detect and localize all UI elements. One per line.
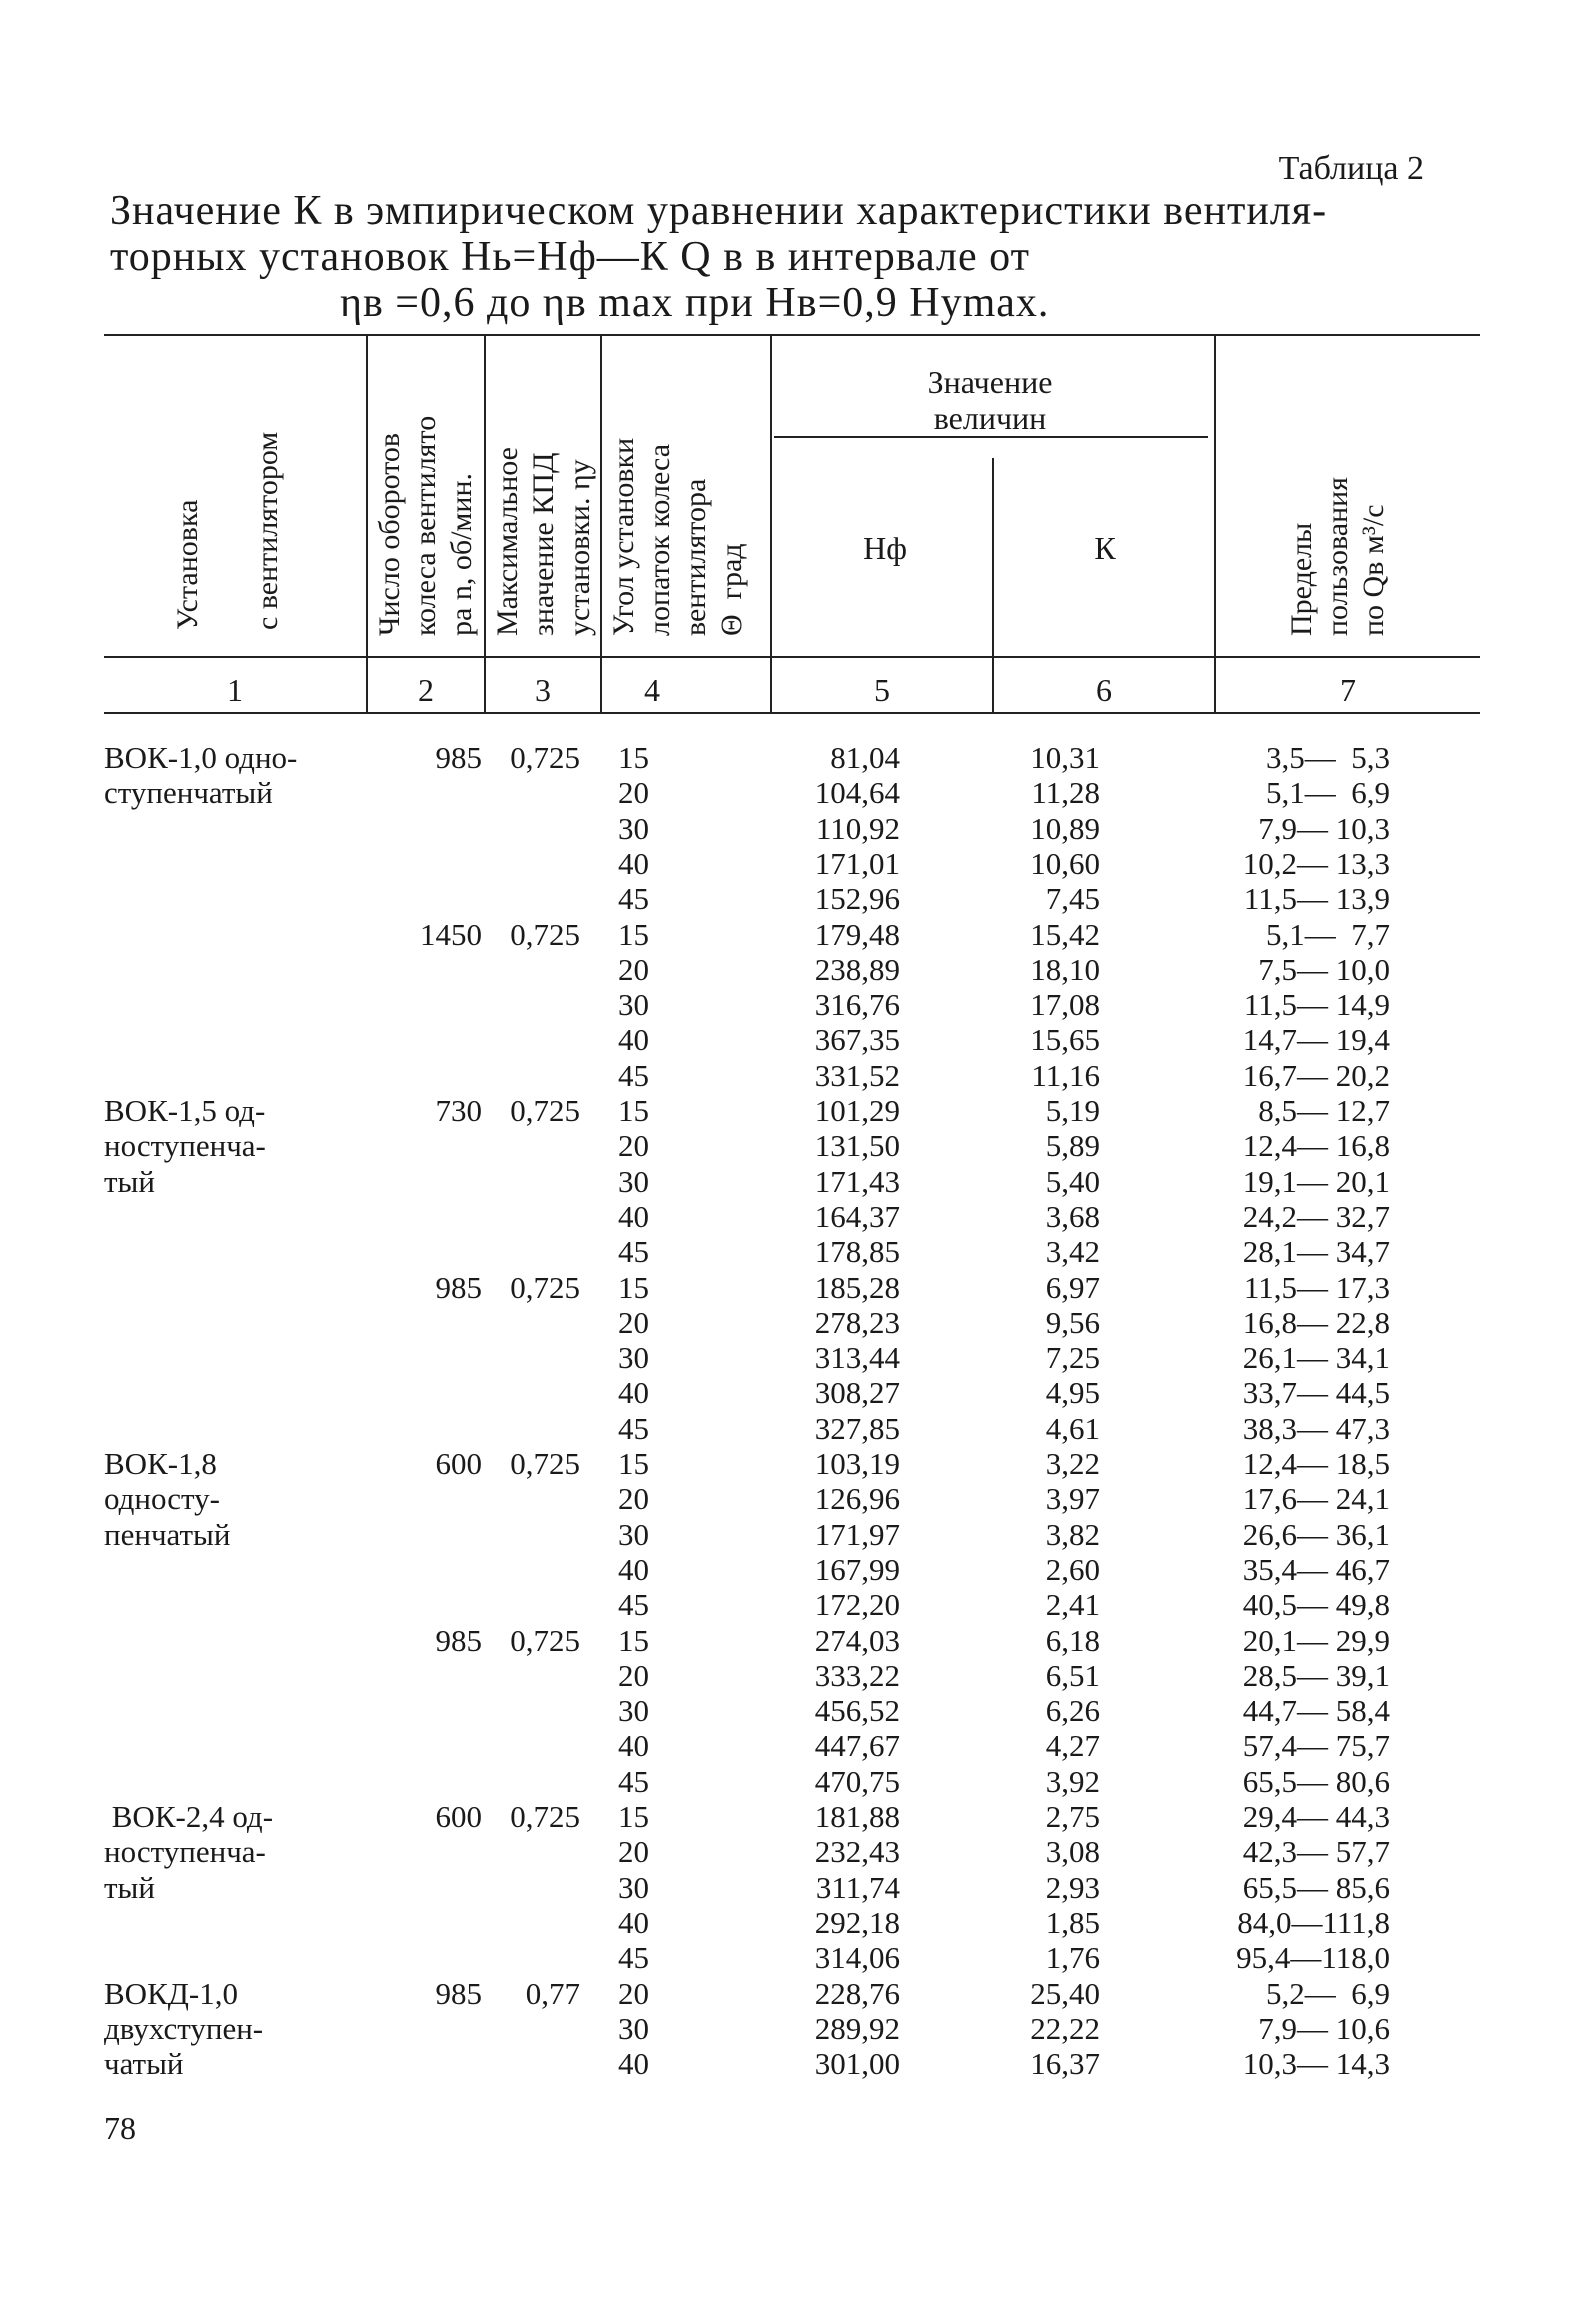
table-row	[0, 1728, 1594, 1763]
cell-rpm: 600	[435, 1446, 482, 1481]
colnum-bottom-rule	[104, 712, 1480, 714]
cell-angle: 15	[618, 916, 649, 952]
cell-k-value: 1,85	[1045, 1904, 1100, 1940]
cell-hf-value: 101,29	[814, 1093, 900, 1128]
title-line-2: торных установок Нь=Нф—К Q в в интервале от	[110, 234, 1030, 280]
cell-installation: ноступенча-	[104, 1128, 266, 1164]
cell-hf-value: 179,48	[814, 916, 900, 952]
table-row	[0, 1658, 1594, 1693]
cell-k-value: 1,76	[1045, 1940, 1100, 1976]
table-row	[0, 846, 1594, 881]
cell-usage-range: 29,4— 44,3	[1242, 1799, 1390, 1834]
cell-k-value: 2,75	[1045, 1799, 1100, 1834]
cell-angle: 30	[618, 1516, 649, 1552]
col-number-1: 1	[227, 672, 243, 708]
table-row	[0, 1764, 1594, 1799]
cell-k-value: 2,41	[1045, 1587, 1100, 1623]
cell-usage-range: 24,2— 32,7	[1242, 1198, 1390, 1234]
cell-hf-value: 447,67	[814, 1728, 900, 1764]
cell-hf-value: 238,89	[814, 951, 900, 987]
cell-usage-range: 11,5— 14,9	[1243, 987, 1390, 1023]
cell-hf-value: 232,43	[814, 1834, 900, 1870]
cell-k-value: 25,40	[1030, 1975, 1100, 2011]
table-row	[0, 1164, 1594, 1199]
cell-efficiency: 0,725	[510, 1093, 580, 1128]
cell-hf-value: 181,88	[814, 1799, 900, 1834]
col-number-2: 2	[418, 672, 434, 708]
table-row	[0, 740, 1594, 775]
table-row	[0, 1834, 1594, 1869]
cell-hf-value: 314,06	[814, 1940, 900, 1976]
cell-hf-value: 456,52	[814, 1693, 900, 1729]
cell-installation: двухступен-	[104, 2010, 264, 2046]
cell-angle: 15	[618, 1622, 649, 1658]
table-row	[0, 811, 1594, 846]
cell-installation: ВОК-1,8	[104, 1446, 217, 1481]
table-row	[0, 881, 1594, 916]
header-blade-angle: Угол установки лопаток колеса вентилятора Θ град	[607, 437, 748, 636]
table-row	[0, 1022, 1594, 1057]
cell-installation: ступенчатый	[104, 775, 273, 811]
cell-angle: 40	[618, 1904, 649, 1940]
cell-angle: 15	[618, 1799, 649, 1834]
table-row	[0, 1481, 1594, 1516]
cell-k-value: 3,97	[1045, 1481, 1100, 1517]
cell-angle: 45	[618, 1057, 649, 1093]
cell-installation: ВОКД-1,0	[104, 1975, 238, 2011]
cell-usage-range: 35,4— 46,7	[1242, 1551, 1390, 1587]
header-rpm: Число оборотов колеса вентилято ра n, об/мин.	[373, 415, 478, 636]
cell-hf-value: 172,20	[814, 1587, 900, 1623]
cell-efficiency: 0,725	[510, 916, 580, 952]
cell-hf-value: 367,35	[814, 1022, 900, 1058]
col-divider-6	[1214, 336, 1216, 712]
cell-angle: 20	[618, 1834, 649, 1870]
cell-angle: 40	[618, 845, 649, 881]
table-top-rule	[104, 334, 1480, 336]
cell-usage-range: 17,6— 24,1	[1242, 1481, 1390, 1517]
cell-usage-range: 14,7— 19,4	[1242, 1022, 1390, 1058]
cell-hf-value: 308,27	[814, 1375, 900, 1411]
cell-usage-range: 11,5— 13,9	[1243, 881, 1390, 917]
cell-rpm: 985	[435, 1622, 482, 1658]
cell-usage-range: 40,5— 49,8	[1242, 1587, 1390, 1623]
cell-angle: 45	[618, 1940, 649, 1976]
cell-k-value: 11,16	[1031, 1057, 1100, 1093]
cell-rpm: 985	[435, 740, 482, 775]
table-row	[0, 1799, 1594, 1834]
table-row	[0, 2011, 1594, 2046]
header-values-group: Значение величин	[927, 364, 1053, 436]
col-divider-4	[770, 336, 772, 712]
cell-k-value: 5,40	[1045, 1163, 1100, 1199]
cell-k-value: 11,28	[1031, 775, 1100, 811]
cell-k-value: 6,51	[1045, 1657, 1100, 1693]
cell-efficiency: 0,725	[510, 1799, 580, 1834]
cell-hf-value: 167,99	[814, 1551, 900, 1587]
cell-hf-value: 289,92	[814, 2010, 900, 2046]
cell-k-value: 6,18	[1045, 1622, 1100, 1658]
cell-hf-value: 311,74	[815, 1869, 900, 1905]
cell-usage-range: 12,4— 16,8	[1242, 1128, 1390, 1164]
cell-usage-range: 38,3— 47,3	[1242, 1410, 1390, 1446]
cell-installation: односту-	[104, 1481, 220, 1517]
cell-angle: 30	[618, 1693, 649, 1729]
cell-usage-range: 5,1— 6,9	[1266, 775, 1390, 811]
cell-usage-range: 5,1— 7,7	[1266, 916, 1390, 952]
cell-k-value: 4,61	[1045, 1410, 1100, 1446]
cell-hf-value: 103,19	[814, 1446, 900, 1481]
cell-usage-range: 28,1— 34,7	[1242, 1234, 1390, 1270]
table-row	[0, 1870, 1594, 1905]
table-row	[0, 1693, 1594, 1728]
table-row	[0, 1305, 1594, 1340]
cell-hf-value: 171,43	[814, 1163, 900, 1199]
cell-usage-range: 8,5— 12,7	[1258, 1093, 1390, 1128]
cell-angle: 30	[618, 1163, 649, 1199]
header-bottom-rule	[104, 656, 1480, 658]
cell-usage-range: 84,0—111,8	[1237, 1904, 1390, 1940]
cell-installation: чатый	[104, 2046, 184, 2082]
cell-usage-range: 57,4— 75,7	[1242, 1728, 1390, 1764]
header-usage-limits: Пределы пользования по Qв м³/с	[1285, 477, 1390, 636]
table-row	[0, 1058, 1594, 1093]
cell-k-value: 18,10	[1030, 951, 1100, 987]
cell-hf-value: 110,92	[815, 810, 900, 846]
cell-usage-range: 65,5— 85,6	[1242, 1869, 1390, 1905]
cell-efficiency: 0,725	[510, 1446, 580, 1481]
cell-angle: 40	[618, 1022, 649, 1058]
cell-efficiency: 0,77	[525, 1975, 580, 2011]
header-installation: Установка	[171, 499, 204, 630]
table-row	[0, 1940, 1594, 1975]
cell-k-value: 5,89	[1045, 1128, 1100, 1164]
table-row	[0, 1976, 1594, 2011]
cell-angle: 20	[618, 1304, 649, 1340]
cell-k-value: 10,31	[1030, 740, 1100, 775]
cell-usage-range: 16,8— 22,8	[1242, 1304, 1390, 1340]
cell-efficiency: 0,725	[510, 1622, 580, 1658]
cell-hf-value: 185,28	[814, 1269, 900, 1305]
table-row	[0, 1340, 1594, 1375]
header-k: К	[1094, 530, 1116, 566]
cell-installation: ВОК-1,0 одно-	[104, 740, 298, 775]
cell-k-value: 7,25	[1045, 1340, 1100, 1376]
cell-k-value: 17,08	[1030, 987, 1100, 1023]
cell-k-value: 6,97	[1045, 1269, 1100, 1305]
cell-rpm: 600	[435, 1799, 482, 1834]
cell-usage-range: 42,3— 57,7	[1242, 1834, 1390, 1870]
cell-k-value: 3,22	[1045, 1446, 1100, 1481]
cell-usage-range: 19,1— 20,1	[1242, 1163, 1390, 1199]
cell-angle: 20	[618, 1657, 649, 1693]
cell-k-value: 4,27	[1045, 1728, 1100, 1764]
cell-usage-range: 95,4—118,0	[1236, 1940, 1390, 1976]
cell-usage-range: 26,6— 36,1	[1242, 1516, 1390, 1552]
cell-angle: 45	[618, 881, 649, 917]
cell-angle: 40	[618, 1728, 649, 1764]
cell-k-value: 3,42	[1045, 1234, 1100, 1270]
col-divider-1	[366, 336, 368, 712]
cell-usage-range: 16,7— 20,2	[1242, 1057, 1390, 1093]
cell-k-value: 3,92	[1045, 1763, 1100, 1799]
cell-hf-value: 131,50	[814, 1128, 900, 1164]
cell-k-value: 16,37	[1030, 2046, 1100, 2082]
cell-hf-value: 274,03	[814, 1622, 900, 1658]
cell-k-value: 22,22	[1030, 2010, 1100, 2046]
cell-usage-range: 26,1— 34,1	[1242, 1340, 1390, 1376]
cell-angle: 30	[618, 987, 649, 1023]
col-divider-2	[484, 336, 486, 712]
cell-installation: тый	[104, 1163, 155, 1199]
table-label: Таблица 2	[1278, 150, 1424, 187]
cell-rpm: 985	[435, 1975, 482, 2011]
cell-k-value: 15,42	[1030, 916, 1100, 952]
cell-angle: 20	[618, 1975, 649, 2011]
cell-angle: 20	[618, 951, 649, 987]
cell-usage-range: 10,3— 14,3	[1242, 2046, 1390, 2082]
cell-hf-value: 171,01	[814, 845, 900, 881]
cell-installation: ВОК-1,5 од-	[104, 1093, 266, 1128]
table-row	[0, 987, 1594, 1022]
cell-angle: 45	[618, 1763, 649, 1799]
cell-usage-range: 7,9— 10,6	[1258, 2010, 1390, 2046]
cell-usage-range: 33,7— 44,5	[1242, 1375, 1390, 1411]
cell-angle: 15	[618, 1446, 649, 1481]
cell-rpm: 1450	[420, 916, 482, 952]
table-row	[0, 1552, 1594, 1587]
col-number-3: 3	[535, 672, 551, 708]
cell-angle: 40	[618, 1551, 649, 1587]
cell-k-value: 9,56	[1045, 1304, 1100, 1340]
cell-hf-value: 278,23	[814, 1304, 900, 1340]
cell-angle: 45	[618, 1587, 649, 1623]
table-row	[0, 1587, 1594, 1622]
table-row	[0, 1199, 1594, 1234]
cell-angle: 40	[618, 1198, 649, 1234]
page-number: 78	[104, 2110, 136, 2146]
col-divider-3	[600, 336, 602, 712]
cell-usage-range: 65,5— 80,6	[1242, 1763, 1390, 1799]
cell-hf-value: 104,64	[814, 775, 900, 811]
cell-hf-value: 470,75	[814, 1763, 900, 1799]
group-divider-rule	[774, 436, 1208, 438]
cell-usage-range: 28,5— 39,1	[1242, 1657, 1390, 1693]
cell-hf-value: 327,85	[814, 1410, 900, 1446]
col-number-6: 6	[1096, 672, 1112, 708]
cell-k-value: 2,60	[1045, 1551, 1100, 1587]
cell-angle: 15	[618, 1269, 649, 1305]
cell-k-value: 3,08	[1045, 1834, 1100, 1870]
cell-angle: 15	[618, 1093, 649, 1128]
cell-angle: 40	[618, 1375, 649, 1411]
cell-installation: тый	[104, 1869, 155, 1905]
col-number-5: 5	[874, 672, 890, 708]
cell-k-value: 7,45	[1045, 881, 1100, 917]
cell-hf-value: 126,96	[814, 1481, 900, 1517]
cell-k-value: 15,65	[1030, 1022, 1100, 1058]
cell-angle: 20	[618, 1481, 649, 1517]
cell-hf-value: 316,76	[814, 987, 900, 1023]
cell-efficiency: 0,725	[510, 740, 580, 775]
table-row	[0, 1623, 1594, 1658]
cell-angle: 45	[618, 1410, 649, 1446]
cell-hf-value: 331,52	[814, 1057, 900, 1093]
cell-usage-range: 11,5— 17,3	[1243, 1269, 1390, 1305]
cell-hf-value: 178,85	[814, 1234, 900, 1270]
cell-k-value: 6,26	[1045, 1693, 1100, 1729]
cell-k-value: 10,89	[1030, 810, 1100, 846]
table-title	[110, 188, 1530, 326]
cell-k-value: 10,60	[1030, 845, 1100, 881]
cell-angle: 15	[618, 740, 649, 775]
cell-angle: 20	[618, 775, 649, 811]
cell-usage-range: 7,9— 10,3	[1258, 810, 1390, 846]
cell-hf-value: 81,04	[830, 740, 900, 775]
cell-k-value: 5,19	[1045, 1093, 1100, 1128]
cell-hf-value: 152,96	[814, 881, 900, 917]
table-row	[0, 1375, 1594, 1410]
table-row	[0, 1517, 1594, 1552]
cell-usage-range: 44,7— 58,4	[1242, 1693, 1390, 1729]
header-max-efficiency: Максимальное значение КПД установки. ηу	[491, 447, 596, 636]
cell-usage-range: 3,5— 5,3	[1266, 740, 1390, 775]
cell-hf-value: 292,18	[814, 1904, 900, 1940]
cell-usage-range: 7,5— 10,0	[1258, 951, 1390, 987]
cell-k-value: 2,93	[1045, 1869, 1100, 1905]
header-hf: Нф	[863, 530, 907, 566]
cell-angle: 30	[618, 1869, 649, 1905]
cell-usage-range: 12,4— 18,5	[1242, 1446, 1390, 1481]
cell-usage-range: 10,2— 13,3	[1242, 845, 1390, 881]
cell-installation: ноступенча-	[104, 1834, 266, 1870]
cell-k-value: 4,95	[1045, 1375, 1100, 1411]
table-row	[0, 1411, 1594, 1446]
title-line-1: Значение К в эмпирическом уравнении характеристики вентиля-	[110, 188, 1328, 234]
col-number-4: 4	[644, 672, 660, 708]
table-row	[0, 775, 1594, 810]
col-number-7: 7	[1340, 672, 1356, 708]
cell-angle: 40	[618, 2046, 649, 2082]
cell-usage-range: 5,2— 6,9	[1266, 1975, 1390, 2011]
cell-angle: 30	[618, 1340, 649, 1376]
table-row	[0, 952, 1594, 987]
cell-installation: ВОК-2,4 од-	[104, 1799, 274, 1834]
cell-hf-value: 164,37	[814, 1198, 900, 1234]
cell-angle: 30	[618, 2010, 649, 2046]
cell-angle: 30	[618, 810, 649, 846]
cell-hf-value: 228,76	[814, 1975, 900, 2011]
cell-k-value: 3,68	[1045, 1198, 1100, 1234]
table-row	[0, 1234, 1594, 1269]
header-with-fan: с вентилятором	[251, 431, 284, 630]
table-row	[0, 1128, 1594, 1163]
cell-hf-value: 313,44	[814, 1340, 900, 1376]
cell-installation: пенчатый	[104, 1516, 231, 1552]
table-row	[0, 1093, 1594, 1128]
title-line-3: ηв =0,6 до ηв max при Нв=0,9 Нуmax.	[340, 280, 1050, 326]
table-row	[0, 2046, 1594, 2081]
cell-rpm: 985	[435, 1269, 482, 1305]
table-row	[0, 1446, 1594, 1481]
cell-hf-value: 333,22	[814, 1657, 900, 1693]
cell-angle: 45	[618, 1234, 649, 1270]
cell-usage-range: 20,1— 29,9	[1242, 1622, 1390, 1658]
cell-hf-value: 301,00	[814, 2046, 900, 2082]
cell-k-value: 3,82	[1045, 1516, 1100, 1552]
cell-hf-value: 171,97	[814, 1516, 900, 1552]
table-row	[0, 1270, 1594, 1305]
cell-rpm: 730	[435, 1093, 482, 1128]
table-row	[0, 917, 1594, 952]
table-row	[0, 1905, 1594, 1940]
cell-efficiency: 0,725	[510, 1269, 580, 1305]
cell-angle: 20	[618, 1128, 649, 1164]
